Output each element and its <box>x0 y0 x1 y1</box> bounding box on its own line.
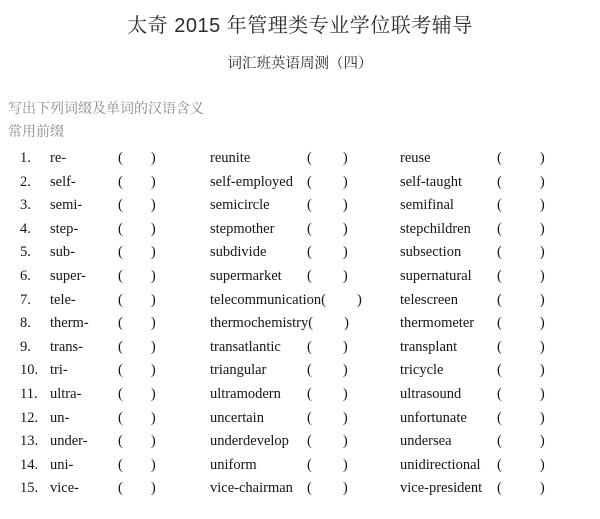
row-number: 4. <box>20 220 31 237</box>
row-number: 5. <box>20 244 31 261</box>
prefix-text: vice- <box>50 480 79 497</box>
paren-close: ) <box>342 197 348 214</box>
paren-open: ( <box>308 315 314 332</box>
answer-blank <box>497 241 545 265</box>
word-cell <box>210 194 400 218</box>
paren-open: ( <box>307 267 312 284</box>
paren-close: ) <box>150 267 156 284</box>
worksheet-page <box>0 9 600 501</box>
paren-close: ) <box>150 362 156 379</box>
word-text: stepchildren <box>400 220 471 237</box>
paren-open: ( <box>118 150 123 166</box>
answer-blank <box>118 383 210 407</box>
word-text: thermometer <box>400 315 475 332</box>
paren-close: ) <box>539 244 545 261</box>
answer-blank <box>497 407 545 431</box>
paren-open: ( <box>307 173 312 190</box>
paren-open: ( <box>307 385 312 402</box>
answer-blank <box>307 241 348 265</box>
word-cell <box>400 359 600 383</box>
table-row <box>0 194 600 218</box>
answer-blank <box>307 477 348 501</box>
word-cell <box>210 289 400 313</box>
paren-close: ) <box>356 291 362 308</box>
word-text: unfortunate <box>400 409 467 426</box>
answer-blank <box>307 336 348 360</box>
row-number: 1. <box>20 150 31 166</box>
prefix-text: therm- <box>50 315 89 332</box>
paren-open: ( <box>307 456 312 473</box>
page-subtitle: 词汇班英语周测（四） <box>227 56 373 72</box>
paren-close: ) <box>539 197 545 214</box>
paren-close: ) <box>150 150 156 166</box>
row-number: 6. <box>20 267 31 284</box>
table-row <box>0 218 600 242</box>
paren-open: ( <box>307 244 312 261</box>
paren-close: ) <box>539 291 545 308</box>
paren-close: ) <box>539 385 545 402</box>
paren-close: ) <box>539 315 545 332</box>
paren-close: ) <box>342 362 348 379</box>
row-number: 10. <box>20 362 39 379</box>
paren-open: ( <box>307 409 312 426</box>
paren-close: ) <box>539 267 545 284</box>
answer-blank <box>118 312 210 336</box>
prefix-table <box>0 147 600 501</box>
paren-open: ( <box>118 362 123 379</box>
paren-close: ) <box>150 315 156 332</box>
word-text: semicircle <box>210 197 270 214</box>
word-cell <box>210 312 400 336</box>
paren-open: ( <box>118 456 123 473</box>
prefix-text: step- <box>50 220 79 237</box>
word-cell <box>400 289 600 313</box>
paren-close: ) <box>342 409 348 426</box>
paren-close: ) <box>342 480 348 497</box>
answer-blank <box>497 194 545 218</box>
answer-blank <box>307 218 348 242</box>
word-cell <box>400 477 600 501</box>
answer-blank <box>308 312 349 336</box>
table-row <box>0 147 600 171</box>
paren-open: ( <box>497 197 502 214</box>
paren-close: ) <box>342 244 348 261</box>
answer-blank <box>118 147 210 171</box>
table-row <box>0 477 600 501</box>
table-row <box>0 312 600 336</box>
paren-open: ( <box>118 480 123 497</box>
paren-open: ( <box>497 409 502 426</box>
paren-open: ( <box>307 220 312 237</box>
prefix-text: re- <box>50 150 67 166</box>
paren-close: ) <box>150 220 156 237</box>
paren-close: ) <box>150 480 156 497</box>
word-text: ultrasound <box>400 385 462 402</box>
word-cell <box>210 359 400 383</box>
paren-open: ( <box>118 433 123 450</box>
word-cell <box>400 218 600 242</box>
prefix-text: under- <box>50 433 88 450</box>
answer-blank <box>497 289 545 313</box>
word-cell <box>210 477 400 501</box>
word-text: supernatural <box>400 267 472 284</box>
paren-open: ( <box>307 197 312 214</box>
paren-open: ( <box>307 433 312 450</box>
row-number: 15. <box>20 480 39 497</box>
table-row <box>0 265 600 289</box>
word-cell <box>400 407 600 431</box>
table-row <box>0 407 600 431</box>
word-text: undersea <box>400 433 452 450</box>
row-number: 2. <box>20 173 31 190</box>
answer-blank <box>118 241 210 265</box>
word-text: stepmother <box>210 220 275 237</box>
word-cell <box>400 147 600 171</box>
paren-close: ) <box>150 456 156 473</box>
row-number: 13. <box>20 433 39 450</box>
paren-open: ( <box>307 362 312 379</box>
paren-open: ( <box>307 338 312 355</box>
word-text: uncertain <box>210 409 264 426</box>
word-cell <box>400 383 600 407</box>
answer-blank <box>307 454 348 478</box>
paren-close: ) <box>150 338 156 355</box>
row-number: 3. <box>20 197 31 214</box>
paren-open: ( <box>497 338 502 355</box>
prefix-text: un- <box>50 409 70 426</box>
paren-open: ( <box>307 480 312 497</box>
word-cell <box>400 312 600 336</box>
paren-open: ( <box>118 267 123 284</box>
table-row <box>0 454 600 478</box>
word-text: vice-chairman <box>210 480 293 497</box>
paren-open: ( <box>118 173 123 190</box>
answer-blank <box>497 147 545 171</box>
answer-blank <box>321 289 362 313</box>
paren-close: ) <box>539 433 545 450</box>
word-text: transplant <box>400 338 458 355</box>
table-row <box>0 383 600 407</box>
paren-close: ) <box>150 385 156 402</box>
answer-blank <box>497 359 545 383</box>
word-text: triangular <box>210 362 267 379</box>
paren-close: ) <box>344 315 349 332</box>
word-cell <box>400 336 600 360</box>
paren-open: ( <box>497 315 502 332</box>
answer-blank <box>118 265 210 289</box>
word-cell <box>210 218 400 242</box>
answer-blank <box>497 336 545 360</box>
table-row <box>0 241 600 265</box>
row-number: 14. <box>20 456 39 473</box>
paren-open: ( <box>118 385 123 402</box>
paren-open: ( <box>118 220 123 237</box>
paren-open: ( <box>497 267 502 284</box>
word-cell <box>400 194 600 218</box>
paren-open: ( <box>307 150 312 166</box>
answer-blank <box>497 171 545 195</box>
row-number: 12. <box>20 409 39 426</box>
answer-blank <box>118 430 210 454</box>
paren-open: ( <box>497 173 502 190</box>
prefix-text: ultra- <box>50 385 82 402</box>
paren-open: ( <box>497 456 502 473</box>
paren-close: ) <box>342 433 348 450</box>
word-cell <box>210 454 400 478</box>
prefix-text: tri- <box>50 362 68 379</box>
paren-close: ) <box>150 197 156 214</box>
prefix-text: uni- <box>50 456 74 473</box>
table-row <box>0 336 600 360</box>
answer-blank <box>307 359 348 383</box>
paren-close: ) <box>342 267 348 284</box>
paren-close: ) <box>342 456 348 473</box>
answer-blank <box>307 265 348 289</box>
paren-open: ( <box>497 150 502 166</box>
table-row <box>0 171 600 195</box>
row-number: 8. <box>20 315 31 332</box>
paren-close: ) <box>342 338 348 355</box>
word-cell <box>210 265 400 289</box>
answer-blank <box>497 477 545 501</box>
word-text: subdivide <box>210 244 267 261</box>
answer-blank <box>307 430 348 454</box>
word-text: transatlantic <box>210 338 281 355</box>
paren-close: ) <box>150 173 156 190</box>
paren-open: ( <box>497 244 502 261</box>
word-text: semifinal <box>400 197 454 214</box>
table-row <box>0 430 600 454</box>
answer-blank <box>497 430 545 454</box>
paren-open: ( <box>118 244 123 261</box>
word-text: tricycle <box>400 362 444 379</box>
section-heading: 常用前缀 <box>8 123 64 139</box>
prefix-text: super- <box>50 267 86 284</box>
row-number: 7. <box>20 291 31 308</box>
word-text: vice-president <box>400 480 483 497</box>
paren-open: ( <box>497 385 502 402</box>
answer-blank <box>307 147 348 171</box>
answer-blank <box>497 454 545 478</box>
word-text: unidirectional <box>400 456 481 473</box>
word-cell <box>210 336 400 360</box>
word-cell <box>210 147 400 171</box>
paren-close: ) <box>539 220 545 237</box>
prefix-text: semi- <box>50 197 83 214</box>
paren-close: ) <box>150 433 156 450</box>
word-text: self-employed <box>210 173 293 190</box>
word-text: telecommunication <box>210 291 322 308</box>
answer-blank <box>118 194 210 218</box>
paren-close: ) <box>342 173 348 190</box>
answer-blank <box>307 407 348 431</box>
word-cell <box>210 171 400 195</box>
answer-blank <box>118 171 210 195</box>
answer-blank <box>118 289 210 313</box>
word-text: supermarket <box>210 267 282 284</box>
word-text: self-taught <box>400 173 463 190</box>
word-text: thermochemistry <box>210 315 309 332</box>
answer-blank <box>118 454 210 478</box>
prefix-text: self- <box>50 173 76 190</box>
answer-blank <box>307 194 348 218</box>
word-text: uniform <box>210 456 257 473</box>
word-text: reuse <box>400 150 431 166</box>
word-cell <box>210 407 400 431</box>
paren-open: ( <box>118 291 123 308</box>
paren-open: ( <box>497 362 502 379</box>
answer-blank <box>118 336 210 360</box>
word-text: underdevelop <box>210 433 289 450</box>
instruction-text: 写出下列词缀及单词的汉语含义 <box>8 100 204 116</box>
paren-close: ) <box>539 338 545 355</box>
paren-open: ( <box>497 480 502 497</box>
answer-blank <box>118 218 210 242</box>
word-text: telescreen <box>400 291 458 308</box>
row-number: 11. <box>20 385 38 402</box>
answer-blank <box>497 312 545 336</box>
answer-blank <box>118 407 210 431</box>
paren-close: ) <box>150 244 156 261</box>
paren-open: ( <box>118 409 123 426</box>
answer-blank <box>118 359 210 383</box>
word-cell <box>400 171 600 195</box>
word-text: subsection <box>400 244 462 261</box>
paren-close: ) <box>342 150 348 166</box>
word-cell <box>210 430 400 454</box>
table-row <box>0 359 600 383</box>
word-text: reunite <box>210 150 251 166</box>
answer-blank <box>497 383 545 407</box>
paren-open: ( <box>497 291 502 308</box>
word-cell <box>210 241 400 265</box>
paren-close: ) <box>539 480 545 497</box>
paren-close: ) <box>150 291 156 308</box>
paren-open: ( <box>321 291 326 308</box>
word-cell <box>400 430 600 454</box>
row-number: 9. <box>20 338 31 355</box>
paren-open: ( <box>118 197 123 214</box>
answer-blank <box>497 218 545 242</box>
paren-close: ) <box>150 409 156 426</box>
word-cell <box>400 265 600 289</box>
paren-close: ) <box>539 150 545 166</box>
paren-close: ) <box>342 220 348 237</box>
paren-open: ( <box>118 315 123 332</box>
table-row <box>0 289 600 313</box>
word-cell <box>210 383 400 407</box>
answer-blank <box>307 383 348 407</box>
paren-close: ) <box>539 362 545 379</box>
word-text: ultramodern <box>210 385 281 402</box>
word-cell <box>400 454 600 478</box>
word-cell <box>400 241 600 265</box>
prefix-text: trans- <box>50 338 84 355</box>
page-title: 太奇 2015 年管理类专业学位联考辅导 <box>127 15 473 37</box>
paren-close: ) <box>539 409 545 426</box>
paren-open: ( <box>497 433 502 450</box>
prefix-text: tele- <box>50 291 76 308</box>
paren-close: ) <box>342 385 348 402</box>
answer-blank <box>118 477 210 501</box>
paren-open: ( <box>497 220 502 237</box>
answer-blank <box>497 265 545 289</box>
paren-open: ( <box>118 338 123 355</box>
prefix-text: sub- <box>50 244 75 261</box>
paren-close: ) <box>539 173 545 190</box>
answer-blank <box>307 171 348 195</box>
paren-close: ) <box>539 456 545 473</box>
